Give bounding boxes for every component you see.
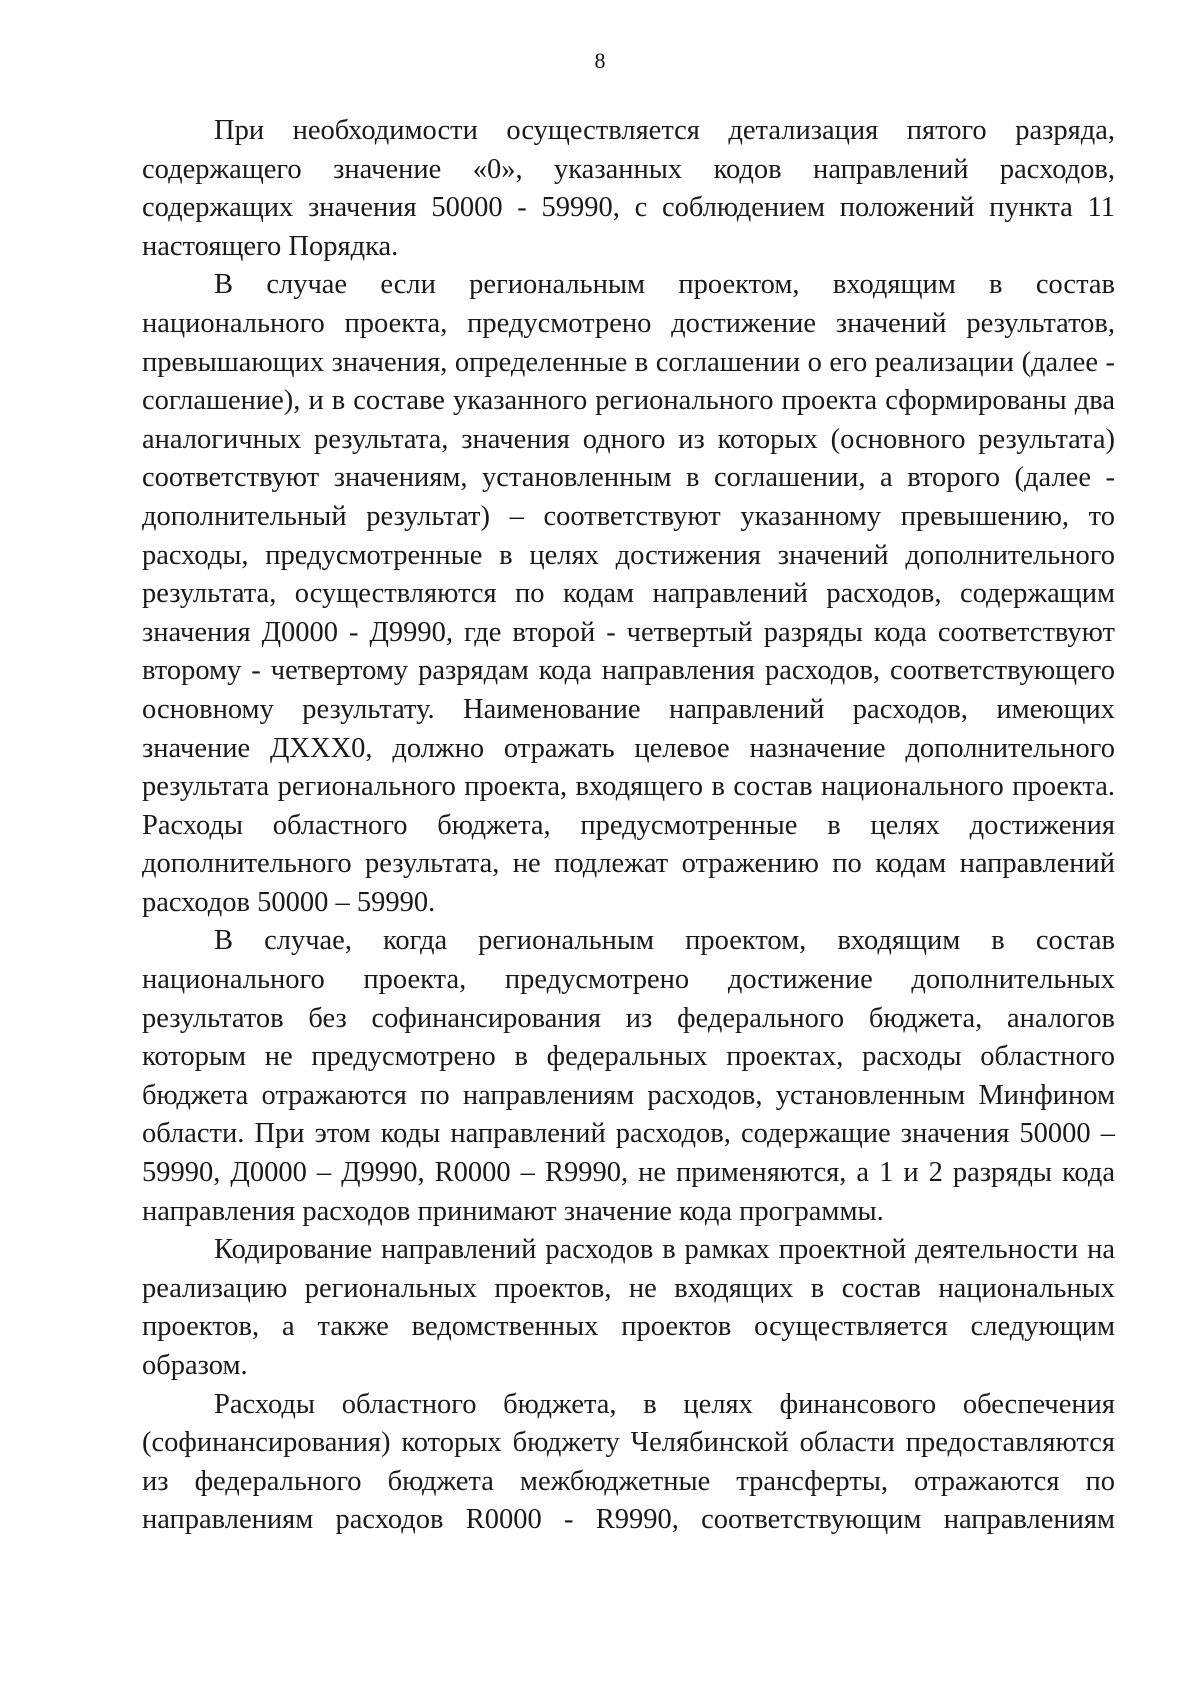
page-number: 8: [594, 48, 606, 73]
paragraph-detailing-fifth-digit: При необходимости осуществляется детализация пятого разряда, содержащего значение «0», указанных кодов направлений расходов, содержащих значения 50000 - 59990, с соблюдением положений пункта 11 настоящего Порядка.: [142, 115, 1115, 262]
paragraph-federal-transfers: Расходы областного бюджета, в целях финансового обеспечения (софинансирования) которых бюджету Челябинской области предоставляются из федерального бюджета межбюджетные трансферты, отражаются по направлениям расходов R0000 - R9990, соответствующим направлениям: [142, 1388, 1115, 1536]
document-body: [142, 112, 1115, 1540]
paragraph-no-cofinancing: В случае, когда региональным проектом, входящим в состав национального проекта, предусмотрено достижение дополнительных результатов без софинансирования из федерального бюджета, аналогов которым не предусмотрено в федеральных проектах, расходы областного бюджета отражаются по направлениям расходов, установленным Минфином области. При этом коды направлений расходов, содержащие значения 50000 – 59990, Д0000 – Д9990, R0000 – R9990, не применяются, а 1 и 2 разряды кода направления расходов принимают значение кода программы.: [142, 925, 1115, 1227]
paragraph-additional-result: В случае если региональным проектом, входящим в состав национального проекта, предусмотрено достижение значений результатов, превышающих значения, определенные в соглашении о его реализации (далее - соглашение), и в составе указанного регионального проекта сформированы два аналогичных результата, значения одного из которых (основного результата) соответствуют значениям, установленным в соглашении, а второго (далее - дополнительный результат) – соответствуют указанному превышению, то расходы, предусмотренные в целях достижения значений дополнительного результата, осуществляются по кодам направлений расходов, содержащим значения Д0000 - Д9990, где второй - четвертый разряды кода соответствуют второму - четвертому разрядам кода направления расходов, соответствующего основному результату. Наименование направлений расходов, имеющих значение ДXXX0, должно отражать целевое назначение дополнительного результата регионального проекта, входящего в состав национального проекта. Расходы областного бюджета, предусмотренные в целях достижения дополнительного результата, не подлежат отражению по кодам направлений расходов 50000 – 59990.: [142, 269, 1115, 918]
paragraph-coding-regional-projects: Кодирование направлений расходов в рамках проектной деятельности на реализацию региональных проектов, не входящих в состав национальных проектов, а также ведомственных проектов осуществляется следующим образом.: [142, 1234, 1115, 1381]
